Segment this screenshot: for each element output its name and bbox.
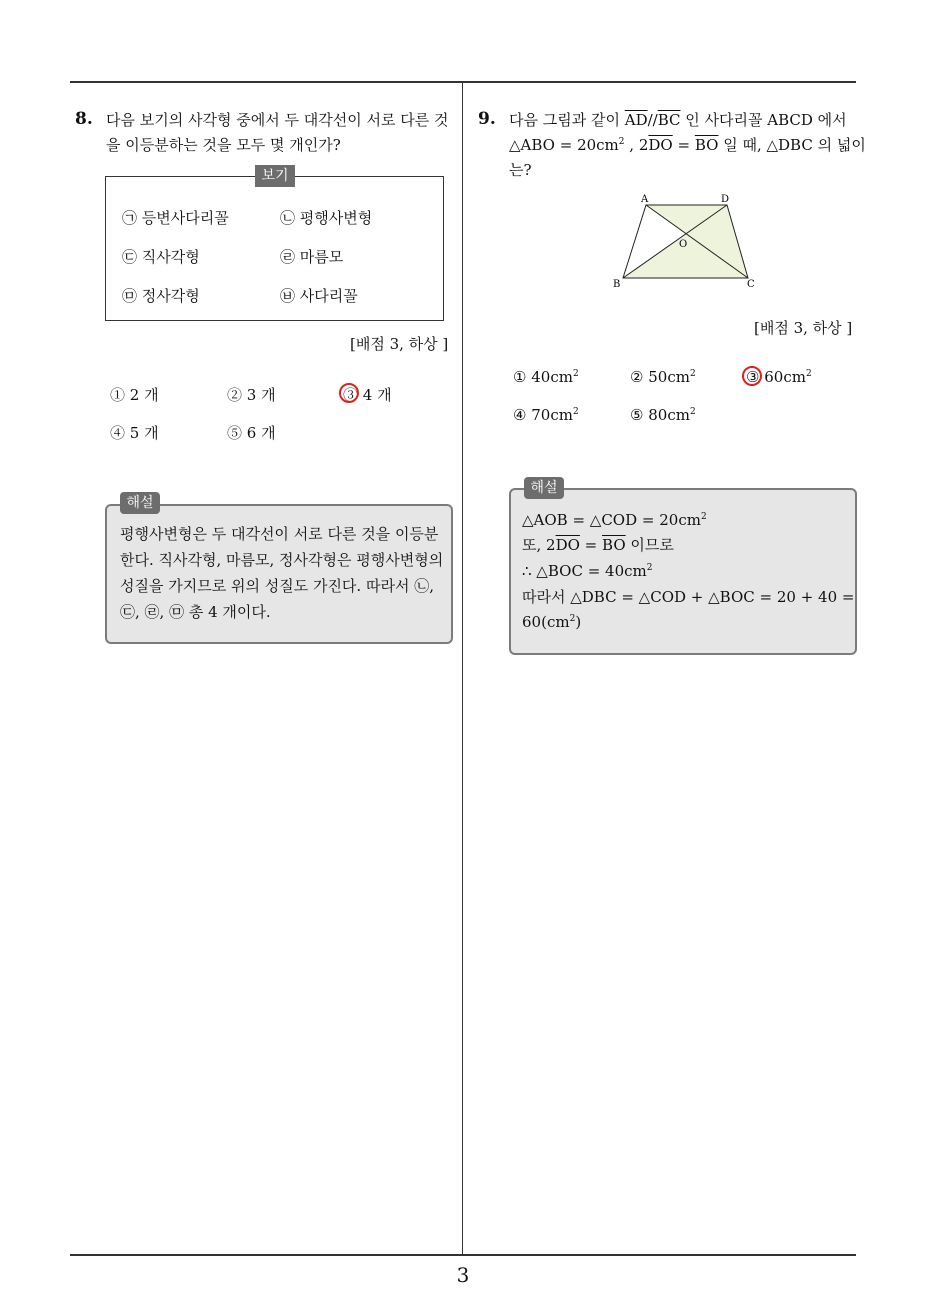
q8-choice-1[interactable] — [110, 384, 159, 405]
q9-answer-circle-mark — [742, 366, 762, 386]
label-a: A — [641, 194, 649, 205]
q8-choice-5[interactable] — [227, 422, 276, 443]
q8-answer-circle-mark — [339, 383, 359, 403]
q8-text-line1: 다음 보기의 사각형 중에서 두 대각선이 서로 다른 것 — [106, 111, 449, 129]
trapezoid-figure — [605, 190, 765, 290]
choice-text: 3 개 — [246, 386, 276, 404]
q9-solution-line: 또, $2\overline{DO} = \overline{BO}$ 이므로 — [522, 536, 674, 554]
choice-mark: ④ — [110, 424, 126, 442]
choice-text: 6 개 — [246, 424, 276, 442]
choice-mark: ⑤ — [227, 424, 243, 442]
q8-solution-line: 한다. 직사각형, 마름모, 정사각형은 평행사변형의 — [120, 551, 444, 569]
q8-score: [배점 3, 하상 ] — [350, 335, 449, 353]
choice-mark: ③ — [343, 386, 359, 404]
q9-text-line1: 다음 그림과 같이 $\overline{AD}//\overline{BC}$ 인 사다리꼴 ABCD 에서 — [509, 111, 847, 129]
q8-text-line2: 을 이등분하는 것을 모두 몇 개인가? — [106, 136, 341, 154]
choice-text: 4 개 — [362, 386, 392, 404]
bogi-item: ㉠ 등변사다리꼴 — [122, 209, 229, 227]
label-o: O — [679, 239, 688, 250]
q8-solution-title: 해설 — [120, 492, 160, 514]
bogi-title: 보기 — [255, 165, 295, 187]
q9-choice-3[interactable]: ③ $60cm^2$ — [746, 368, 812, 386]
q9-choice-5[interactable]: ⑤ $80cm^2$ — [630, 406, 696, 424]
q9-score: [배점 3, 하상 ] — [754, 319, 853, 337]
q8-solution-line: ㉢, ㉣, ㉤ 총 4 개이다. — [120, 603, 271, 621]
q8-solution-line: 평행사변형은 두 대각선이 서로 다른 것을 이등분 — [120, 525, 439, 543]
top-rule — [70, 81, 856, 83]
label-b: B — [613, 279, 621, 290]
bogi-item: ㉢ 직사각형 — [122, 248, 200, 266]
q9-choice-2[interactable]: ② $50cm^2$ — [630, 368, 696, 386]
bottom-rule — [70, 1254, 856, 1256]
q9-solution-title: 해설 — [524, 477, 564, 499]
q9-solution-line: ∴ △BOC = $40cm^2$ — [522, 562, 653, 580]
choice-mark: ② — [227, 386, 243, 404]
q9-text-line3: 는? — [509, 161, 532, 179]
q9-text-line2: △ABO = $20cm^2$ , $2\overline{DO} = \overline{BO}$ 일 때, △DBC 의 넓이 — [509, 136, 866, 154]
bogi-item: ㉥ 사다리꼴 — [280, 287, 358, 305]
q9-solution-line: △AOB = △COD = $20cm^2$ — [522, 511, 707, 529]
q9-choice-4[interactable]: ④ $70cm^2$ — [513, 406, 579, 424]
choice-text: 2 개 — [129, 386, 159, 404]
q8-choice-2[interactable] — [227, 384, 276, 405]
label-c: C — [747, 279, 755, 290]
q8-number: 8. — [75, 109, 93, 129]
choice-text: 5 개 — [129, 424, 159, 442]
q9-number: 9. — [478, 109, 496, 129]
q9-solution-line: 따라서 △DBC = △COD + △BOC = 20 + 40 = — [522, 588, 855, 606]
choice-mark: ① — [110, 386, 126, 404]
bogi-item: ㉡ 평행사변형 — [280, 209, 373, 227]
bogi-item: ㉤ 정사각형 — [122, 287, 200, 305]
q9-solution-line: $60(cm^2)$ — [522, 613, 582, 631]
column-divider — [462, 82, 463, 1256]
q9-choice-1[interactable]: ① $40cm^2$ — [513, 368, 579, 386]
label-d: D — [721, 194, 730, 205]
bogi-item: ㉣ 마름모 — [280, 248, 344, 266]
page-number: 3 — [456, 1263, 470, 1287]
q8-choice-4[interactable] — [110, 422, 159, 443]
q8-solution-line: 성질을 가지므로 위의 성질도 가진다. 따라서 ㉡, — [120, 577, 434, 595]
